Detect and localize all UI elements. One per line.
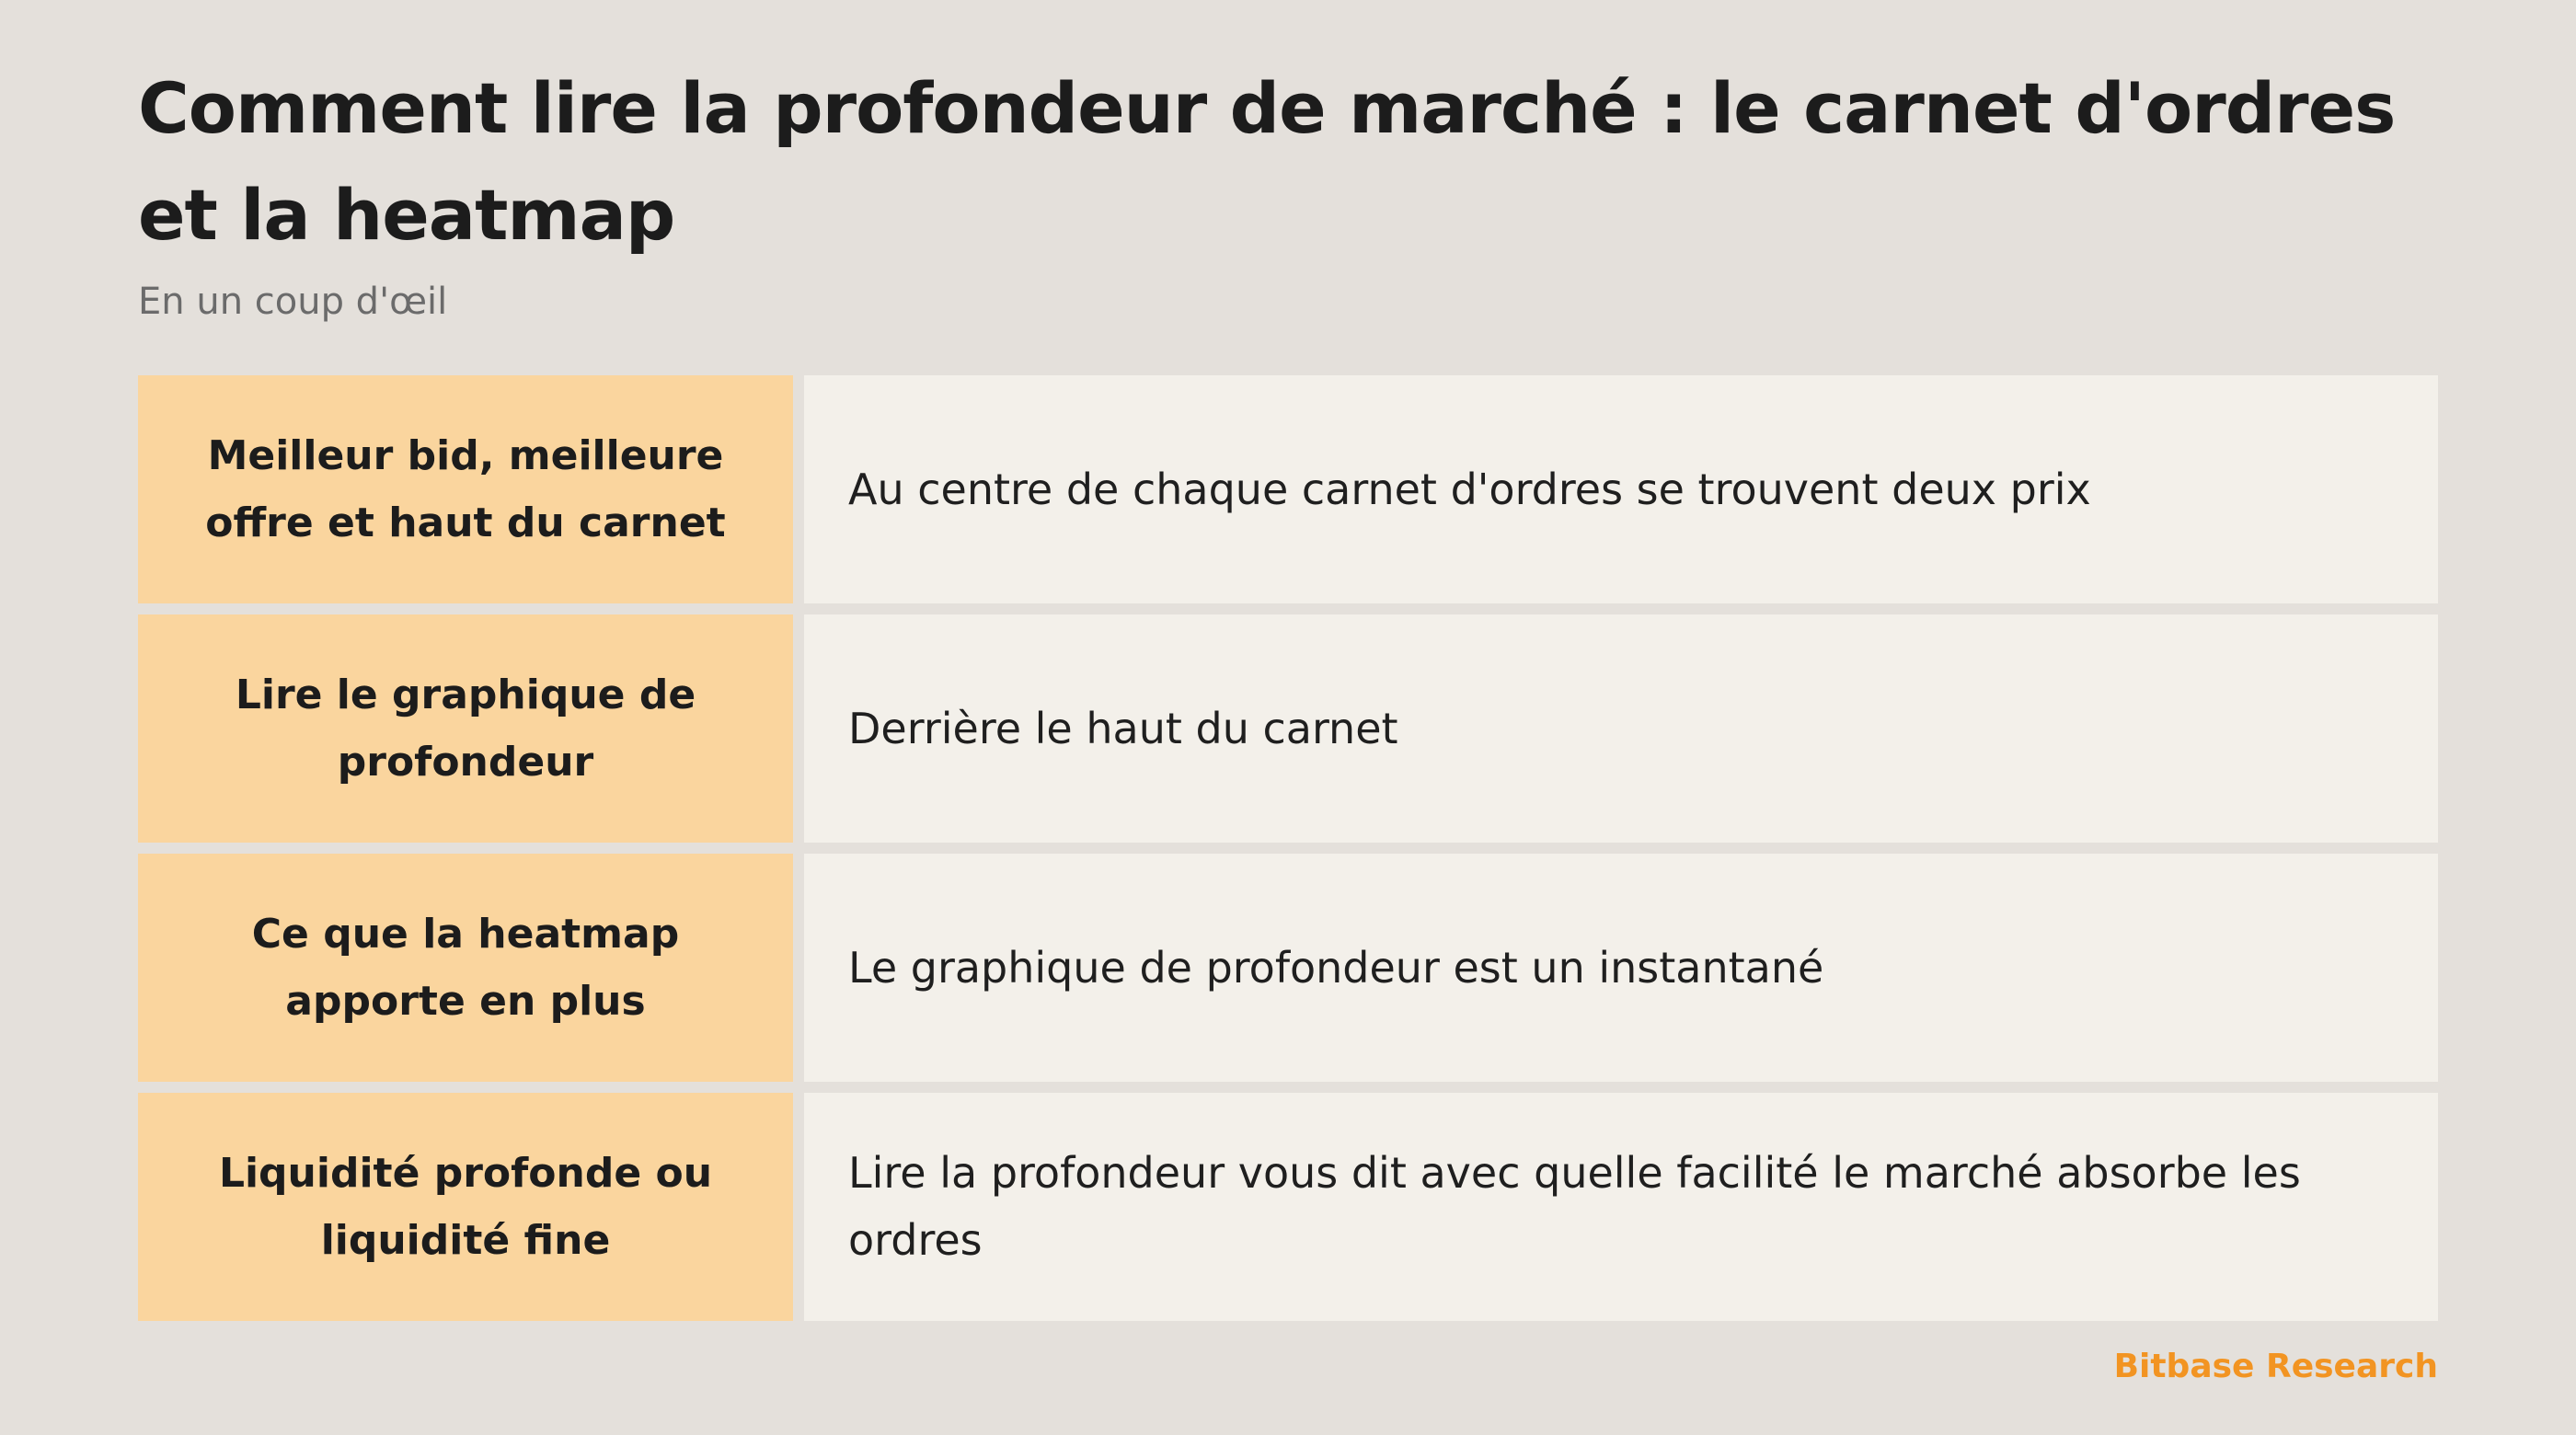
- table-row: [138, 614, 2438, 843]
- table-row: [138, 375, 2438, 603]
- table-row: [138, 1093, 2438, 1321]
- table-row: [138, 854, 2438, 1082]
- page-title: Comment lire la profondeur de marché : le carnet d'ordres et la heatmap: [138, 67, 2396, 256]
- brand-footer: Bitbase Research: [2113, 1348, 2438, 1385]
- row-description: Le graphique de profondeur est un instantané: [804, 854, 2438, 1082]
- row-description: Au centre de chaque carnet d'ordres se trouvent deux prix: [804, 375, 2438, 603]
- row-description: Lire la profondeur vous dit avec quelle facilité le marché absorbe les ordres: [804, 1093, 2438, 1321]
- page-subtitle: En un coup d'œil: [138, 281, 448, 323]
- row-label: Liquidité profonde ou liquidité fine: [138, 1093, 793, 1321]
- page-header: [138, 55, 2438, 327]
- row-label: Ce que la heatmap apporte en plus: [138, 854, 793, 1082]
- row-description: Derrière le haut du carnet: [804, 614, 2438, 843]
- row-label: Lire le graphique de profondeur: [138, 614, 793, 843]
- summary-table: [138, 375, 2438, 1321]
- row-label: Meilleur bid, meilleure offre et haut du carnet: [138, 375, 793, 603]
